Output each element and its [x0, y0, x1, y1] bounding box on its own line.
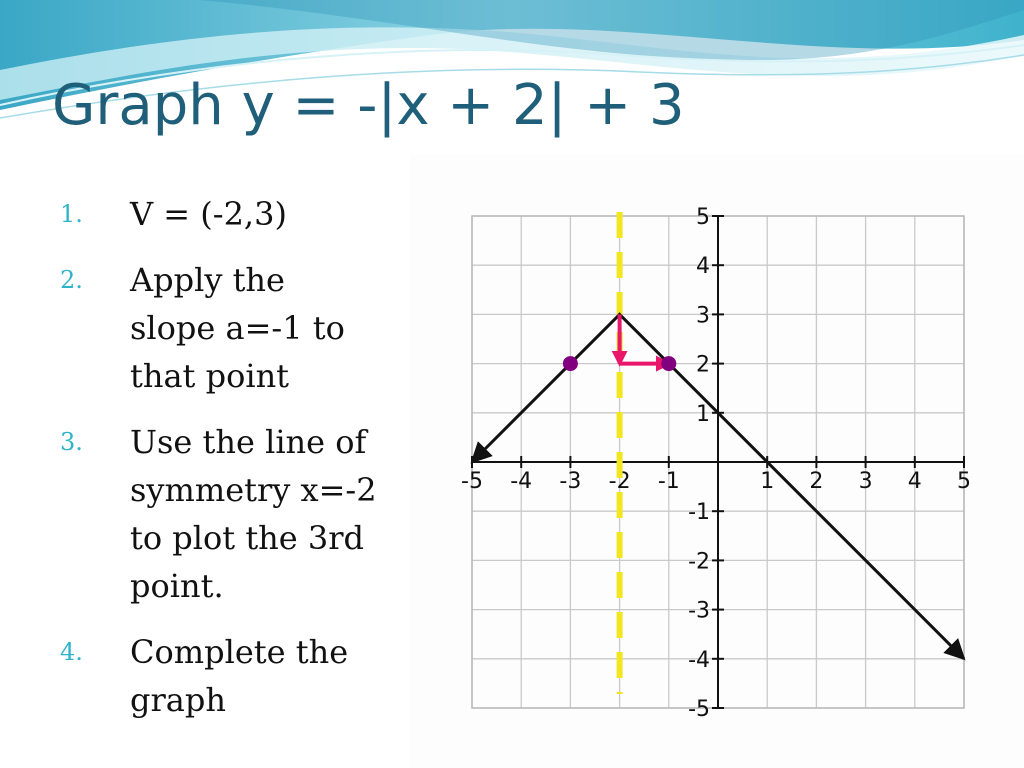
- step-text: Complete the graph: [130, 633, 349, 719]
- y-tick-label: -2: [688, 549, 710, 575]
- y-tick-label: -1: [688, 500, 710, 526]
- plotted-point: [661, 356, 676, 371]
- step-number: 3.: [60, 428, 83, 456]
- x-tick-label: -5: [461, 469, 483, 494]
- y-tick-label: -5: [688, 697, 710, 722]
- slide-title: Graph y = -|x + 2| + 3: [52, 73, 685, 138]
- y-tick-label: -4: [688, 647, 710, 673]
- step-number: 2.: [60, 266, 83, 294]
- x-tick-label: 2: [809, 469, 824, 494]
- x-tick-label: -1: [657, 469, 680, 494]
- step-text: Apply the slope a=-1 to that point: [130, 261, 345, 395]
- step-text: Use the line of symmetry x=-2 to plot the 3rd point.: [130, 423, 377, 605]
- x-tick-label: 1: [760, 469, 775, 494]
- y-tick-label: 3: [696, 303, 710, 329]
- plotted-point: [563, 356, 578, 371]
- x-tick-label: 3: [858, 469, 873, 494]
- x-tick-label: 4: [907, 469, 922, 494]
- step-text: V = (-2,3): [130, 195, 287, 233]
- x-tick-label: -4: [510, 469, 533, 494]
- y-tick-label: 2: [696, 352, 710, 378]
- x-tick-label: 5: [957, 469, 971, 494]
- step-number: 1.: [60, 200, 83, 228]
- step-number: 4.: [60, 638, 83, 666]
- y-tick-label: 1: [696, 401, 710, 427]
- x-tick-label: -3: [559, 469, 582, 494]
- y-tick-label: 4: [696, 254, 710, 280]
- y-tick-label: -3: [688, 598, 710, 624]
- x-tick-label: -2: [608, 469, 631, 494]
- y-tick-label: 5: [696, 205, 710, 230]
